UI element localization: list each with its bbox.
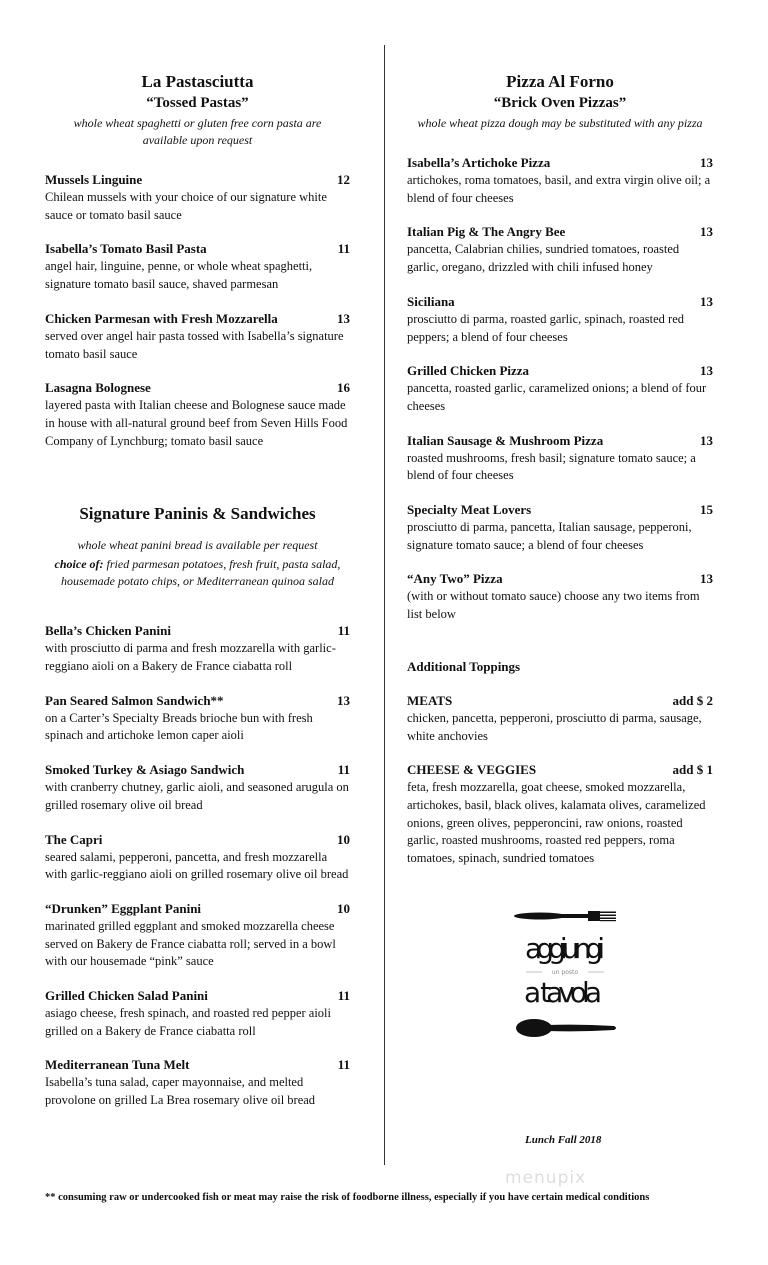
menu-item-description: served over angel hair pasta tossed with Isabella’s signature tomato basil sauce	[45, 328, 344, 361]
menu-item-description: on a Carter’s Specialty Breads brioche bun with fresh spinach and artichoke lemon caper aioli	[45, 710, 313, 743]
menu-item-header	[407, 154, 713, 172]
menu-item-price: 15	[700, 502, 713, 518]
pizza-items	[407, 154, 713, 624]
menu-item-header	[45, 761, 350, 779]
menu-item-header	[407, 570, 713, 588]
menu-item	[45, 240, 350, 293]
menu-item-name: “Drunken” Eggplant Panini	[45, 900, 202, 916]
menu-item	[45, 622, 350, 675]
menu-item-header	[45, 310, 350, 328]
menu-item-name: CHEESE & VEGGIES	[407, 762, 537, 778]
menu-item-name: MEATS	[407, 692, 453, 708]
fork-icon	[514, 911, 616, 921]
svg-text:aggiungi: aggiungi	[525, 932, 605, 965]
menu-item	[407, 570, 713, 623]
menu-item-header	[45, 171, 350, 189]
menu-item-description: Isabella’s tuna salad, caper mayonnaise, and melted provolone on grilled La Brea rosemary olive oil bread	[45, 1075, 316, 1108]
menu-item-header	[407, 223, 713, 241]
menu-item	[407, 154, 713, 207]
section-subtitle-pasta: “Tossed Pastas”	[146, 95, 249, 111]
right-column	[407, 0, 713, 884]
menu-item-description: pancetta, roasted garlic, caramelized onions; a blend of four cheeses	[407, 381, 707, 413]
menu-item-price: 13	[700, 363, 713, 379]
menu-item-description: roasted mushrooms, fresh basil; signature tomato sauce; a blend of four cheeses	[407, 450, 696, 483]
menu-item	[45, 171, 350, 224]
menu-item-name: Grilled Chicken Pizza	[407, 363, 530, 379]
menu-item-header	[407, 432, 713, 450]
svg-text:un posto: un posto	[551, 969, 579, 976]
menu-item-description: marinated grilled eggplant and smoked mozzarella cheese served on Bakery de France ciabatta roll; served in a bowl with our housemade “pink” sauce	[45, 918, 336, 969]
menu-item-price: 12	[337, 172, 350, 187]
menu-item-header	[407, 362, 713, 380]
aggiungi-logo	[510, 910, 620, 1040]
menu-item-description: feta, fresh mozzarella, goat cheese, smoked mozzarella, artichokes, basil, black olives, kalamata olives, caramelized onions, green olives, pepperoncini, raw onions, roasted garlic, roasted mushrooms, roasted red peppers, roma tomatoes, spinach, sundried tomatoes	[407, 780, 706, 866]
menu-item-name: Pan Seared Salmon Sandwich**	[45, 692, 224, 708]
toppings-title: Additional Toppings	[407, 658, 521, 674]
menu-item-name: Siciliana	[407, 293, 455, 309]
section-subtitle-pizza: “Brick Oven Pizzas”	[493, 95, 627, 111]
menu-item-price: add $ 2	[672, 692, 713, 708]
menu-item-price: 13	[700, 571, 713, 587]
section-title-pasta: La Pastasciutta	[141, 72, 254, 91]
menu-item-price: 11	[337, 1057, 350, 1073]
menu-item-name: Italian Pig & The Angry Bee	[407, 224, 566, 240]
menu-item-description: seared salami, pepperoni, pancetta, and fresh mozzarella with garlic-reggiano aioli on grilled rosemary olive oil bread	[45, 849, 349, 882]
menu-item	[45, 900, 350, 971]
menu-item	[407, 362, 713, 415]
menu-item-description: prosciutto di parma, pancetta, Italian sausage, pepperoni, signature tomato sauce; a blend of four cheeses	[407, 520, 692, 552]
menu-item-name: Grilled Chicken Salad Panini	[45, 988, 208, 1004]
menu-item-price: add $ 1	[672, 762, 713, 778]
menu-item	[45, 310, 350, 363]
spoon-icon	[516, 1019, 616, 1037]
menu-item-name: Mussels Linguine	[45, 172, 143, 187]
menu-item-name: Specialty Meat Lovers	[407, 502, 532, 518]
choice-text: fried parmesan potatoes, fresh fruit, pasta salad, housemade potato chips, or Mediterranean quinoa salad	[61, 557, 341, 589]
menu-item-price: 13	[700, 155, 713, 170]
topping-items	[407, 692, 713, 868]
pasta-items	[45, 171, 350, 450]
menu-item-price: 16	[337, 380, 350, 396]
menu-item-header	[45, 240, 350, 258]
menu-item-name: Lasagna Bolognese	[45, 380, 151, 396]
menu-item	[407, 501, 713, 554]
menu-item-price: 10	[337, 831, 350, 847]
menu-item-description: asiago cheese, fresh spinach, and roasted red pepper aioli grilled on a Bakery de France ciabatta roll	[45, 1006, 331, 1038]
menu-item	[407, 293, 713, 346]
menu-item-header	[45, 1056, 350, 1074]
menu-item	[45, 761, 350, 814]
menu-item	[45, 1056, 350, 1109]
menu-item-name: Mediterranean Tuna Melt	[45, 1057, 190, 1073]
footer-disclaimer: ** consuming raw or undercooked fish or meat may raise the risk of foodborne illness, especially if you have certain medical conditions	[45, 1192, 650, 1203]
menu-item-header	[407, 761, 713, 779]
menu-item-description: with cranberry chutney, garlic aioli, and seasoned arugula on grilled rosemary olive oil bread	[45, 780, 349, 812]
menu-item	[407, 761, 713, 868]
menu-item-price: 13	[700, 224, 713, 240]
menu-item-header	[407, 501, 713, 519]
menu-item-name: Italian Sausage & Mushroom Pizza	[407, 432, 604, 448]
menu-item-description: pancetta, Calabrian chilies, sundried tomatoes, roasted garlic, oregano, drizzled with chili infused honey	[407, 242, 680, 275]
menu-item-description: with prosciutto di parma and fresh mozzarella with garlic-reggiano aioli on a Bakery de France ciabatta roll	[45, 641, 336, 674]
menu-item-header	[45, 622, 350, 640]
choice-label: choice of:	[54, 557, 104, 572]
menu-item-header	[45, 379, 350, 397]
menu-item-name: Isabella’s Tomato Basil Pasta	[45, 241, 207, 257]
menu-item-name: Bella’s Chicken Panini	[45, 623, 171, 639]
menu-season: Lunch Fall 2018	[525, 1134, 602, 1146]
menu-item-price: 11	[337, 988, 350, 1004]
menu-item-description: prosciutto di parma, roasted garlic, spinach, roasted red peppers; a blend of four cheeses	[407, 311, 684, 344]
menu-item-header	[407, 692, 713, 710]
svg-text:a tavola: a tavola	[524, 976, 602, 1009]
section-title-pizza: Pizza Al Forno	[506, 72, 614, 91]
section-title-paninis: Signature Paninis & Sandwiches	[79, 504, 316, 524]
menu-item-description: angel hair, linguine, penne, or whole wheat spaghetti, signature tomato basil sauce, shaved parmesan	[45, 259, 313, 292]
menu-item-description: Chilean mussels with your choice of our signature white sauce or tomato basil sauce	[45, 190, 327, 222]
menu-item	[45, 987, 350, 1040]
pasta-note: whole wheat spaghetti or gluten free corn pasta are available upon request	[73, 116, 322, 147]
menu-item-header	[45, 692, 350, 710]
watermark: menupix	[505, 1168, 587, 1188]
menu-item-header	[45, 987, 350, 1005]
paninis-choice	[45, 554, 350, 590]
menu-item	[407, 223, 713, 276]
menu-item-description: artichokes, roma tomatoes, basil, and extra virgin olive oil; a blend of four cheeses	[407, 173, 711, 205]
menu-item-price: 13	[700, 432, 713, 448]
menu-item-price: 13	[337, 692, 350, 708]
menu-item	[407, 432, 713, 485]
paninis-note: whole wheat panini bread is available per request	[77, 538, 318, 553]
menu-item-name: Smoked Turkey & Asiago Sandwich	[45, 762, 245, 778]
menu-item-header	[45, 900, 350, 918]
menu-item	[45, 379, 350, 450]
menu-item-price: 13	[337, 310, 350, 326]
menu-item-name: Chicken Parmesan with Fresh Mozzarella	[45, 310, 278, 326]
menu-item	[45, 692, 350, 745]
left-column	[45, 0, 350, 1126]
menu-item	[45, 831, 350, 884]
menu-item-description: chicken, pancetta, pepperoni, prosciutto di parma, sausage, white anchovies	[407, 710, 702, 743]
menu-item-price: 13	[700, 293, 713, 309]
menu-item-name: Isabella’s Artichoke Pizza	[407, 155, 551, 170]
menu-item-header	[45, 831, 350, 849]
menu-item-name: The Capri	[45, 831, 103, 847]
menu-item-price: 11	[337, 623, 350, 639]
menu-item-description: layered pasta with Italian cheese and Bolognese sauce made in house with all-natural ground beef from Seven Hills Food Company of Lynchburg; tomato basil sauce	[45, 398, 348, 448]
menu-item-name: “Any Two” Pizza	[407, 571, 503, 587]
panini-items	[45, 622, 350, 1110]
column-divider	[384, 45, 385, 1165]
menu-item	[407, 692, 713, 745]
menu-item-price: 11	[337, 762, 350, 778]
pizza-note: whole wheat pizza dough may be substituted with any pizza	[417, 116, 703, 130]
menu-item-description: (with or without tomato sauce) choose any two items from list below	[407, 589, 700, 622]
menu-item-header	[407, 293, 713, 311]
menu-item-price: 10	[337, 900, 350, 916]
menu-item-price: 11	[337, 241, 350, 257]
